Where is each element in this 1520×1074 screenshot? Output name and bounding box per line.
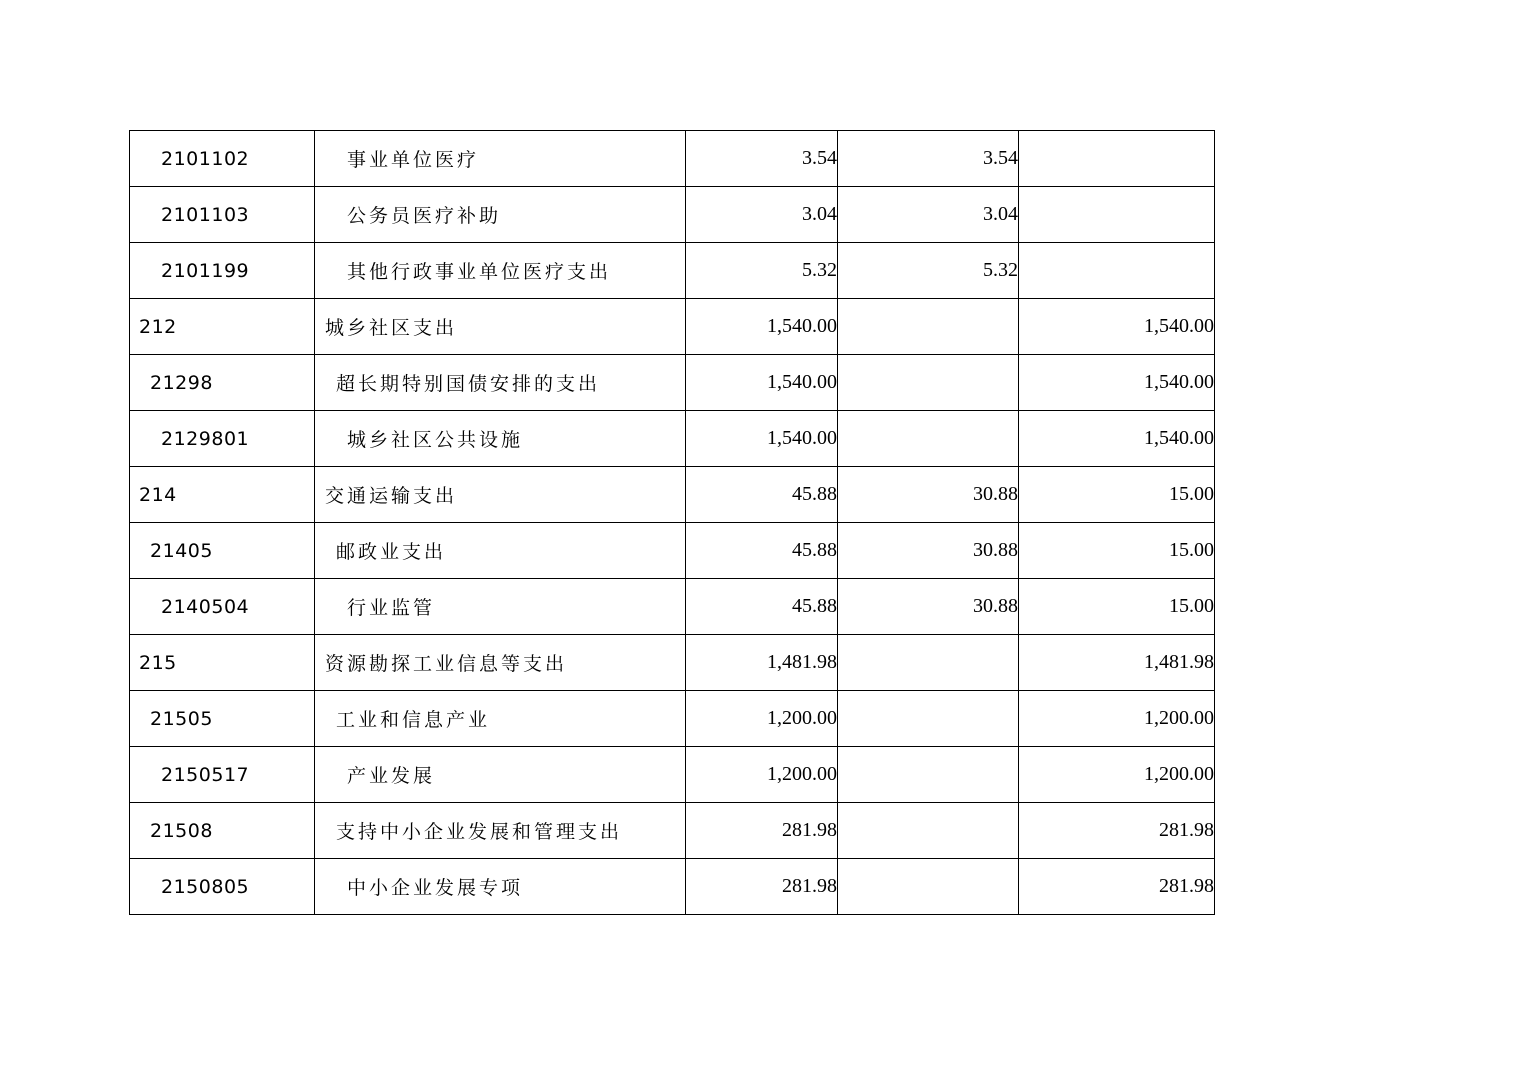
- category-code-cell: 21298: [130, 355, 315, 411]
- category-name-cell: 资源勘探工业信息等支出: [315, 635, 686, 691]
- category-name-cell: 产业发展: [315, 747, 686, 803]
- category-code-cell: 21405: [130, 523, 315, 579]
- category-code-cell: 2140504: [130, 579, 315, 635]
- category-name-cell: 超长期特别国债安排的支出: [315, 355, 686, 411]
- table-row: [130, 579, 1215, 635]
- basic-expenditure-cell: 3.54: [838, 131, 1019, 187]
- project-expenditure-cell: 1,540.00: [1019, 299, 1215, 355]
- basic-expenditure-cell: 5.32: [838, 243, 1019, 299]
- total-amount-cell: 5.32: [686, 243, 838, 299]
- project-expenditure-cell: 1,200.00: [1019, 691, 1215, 747]
- project-expenditure-cell: 15.00: [1019, 523, 1215, 579]
- total-amount-cell: 1,540.00: [686, 411, 838, 467]
- category-name-cell: 城乡社区支出: [315, 299, 686, 355]
- category-code-cell: 2150805: [130, 859, 315, 915]
- total-amount-cell: 45.88: [686, 523, 838, 579]
- project-expenditure-cell: [1019, 243, 1215, 299]
- total-amount-cell: 45.88: [686, 467, 838, 523]
- table-row: [130, 691, 1215, 747]
- budget-table-body: [130, 131, 1215, 915]
- table-row: [130, 747, 1215, 803]
- total-amount-cell: 1,540.00: [686, 299, 838, 355]
- category-name-cell: 交通运输支出: [315, 467, 686, 523]
- total-amount-cell: 1,481.98: [686, 635, 838, 691]
- basic-expenditure-cell: [838, 355, 1019, 411]
- basic-expenditure-cell: [838, 411, 1019, 467]
- table-row: [130, 523, 1215, 579]
- budget-table: [129, 130, 1215, 915]
- category-code-cell: 21505: [130, 691, 315, 747]
- total-amount-cell: 1,540.00: [686, 355, 838, 411]
- table-row: [130, 243, 1215, 299]
- total-amount-cell: 1,200.00: [686, 747, 838, 803]
- category-name-cell: 城乡社区公共设施: [315, 411, 686, 467]
- project-expenditure-cell: [1019, 131, 1215, 187]
- basic-expenditure-cell: [838, 691, 1019, 747]
- total-amount-cell: 3.54: [686, 131, 838, 187]
- category-code-cell: 215: [130, 635, 315, 691]
- project-expenditure-cell: [1019, 187, 1215, 243]
- table-row: [130, 355, 1215, 411]
- basic-expenditure-cell: [838, 747, 1019, 803]
- total-amount-cell: 1,200.00: [686, 691, 838, 747]
- category-code-cell: 2101199: [130, 243, 315, 299]
- basic-expenditure-cell: 30.88: [838, 523, 1019, 579]
- table-row: [130, 859, 1215, 915]
- table-row: [130, 411, 1215, 467]
- project-expenditure-cell: 281.98: [1019, 859, 1215, 915]
- basic-expenditure-cell: [838, 635, 1019, 691]
- basic-expenditure-cell: [838, 299, 1019, 355]
- table-row: [130, 467, 1215, 523]
- table-row: [130, 187, 1215, 243]
- project-expenditure-cell: 1,481.98: [1019, 635, 1215, 691]
- project-expenditure-cell: 15.00: [1019, 467, 1215, 523]
- basic-expenditure-cell: 30.88: [838, 467, 1019, 523]
- table-row: [130, 635, 1215, 691]
- category-name-cell: 公务员医疗补助: [315, 187, 686, 243]
- category-code-cell: 2129801: [130, 411, 315, 467]
- category-code-cell: 212: [130, 299, 315, 355]
- basic-expenditure-cell: [838, 803, 1019, 859]
- basic-expenditure-cell: 3.04: [838, 187, 1019, 243]
- project-expenditure-cell: 1,540.00: [1019, 355, 1215, 411]
- project-expenditure-cell: 1,200.00: [1019, 747, 1215, 803]
- total-amount-cell: 45.88: [686, 579, 838, 635]
- category-code-cell: 2101103: [130, 187, 315, 243]
- category-code-cell: 21508: [130, 803, 315, 859]
- project-expenditure-cell: 281.98: [1019, 803, 1215, 859]
- category-name-cell: 邮政业支出: [315, 523, 686, 579]
- category-name-cell: 中小企业发展专项: [315, 859, 686, 915]
- category-name-cell: 支持中小企业发展和管理支出: [315, 803, 686, 859]
- table-row: [130, 131, 1215, 187]
- category-code-cell: 214: [130, 467, 315, 523]
- total-amount-cell: 3.04: [686, 187, 838, 243]
- category-name-cell: 行业监管: [315, 579, 686, 635]
- table-row: [130, 803, 1215, 859]
- table-row: [130, 299, 1215, 355]
- total-amount-cell: 281.98: [686, 803, 838, 859]
- category-name-cell: 其他行政事业单位医疗支出: [315, 243, 686, 299]
- project-expenditure-cell: 1,540.00: [1019, 411, 1215, 467]
- category-code-cell: 2101102: [130, 131, 315, 187]
- category-name-cell: 事业单位医疗: [315, 131, 686, 187]
- basic-expenditure-cell: [838, 859, 1019, 915]
- category-code-cell: 2150517: [130, 747, 315, 803]
- basic-expenditure-cell: 30.88: [838, 579, 1019, 635]
- project-expenditure-cell: 15.00: [1019, 579, 1215, 635]
- total-amount-cell: 281.98: [686, 859, 838, 915]
- category-name-cell: 工业和信息产业: [315, 691, 686, 747]
